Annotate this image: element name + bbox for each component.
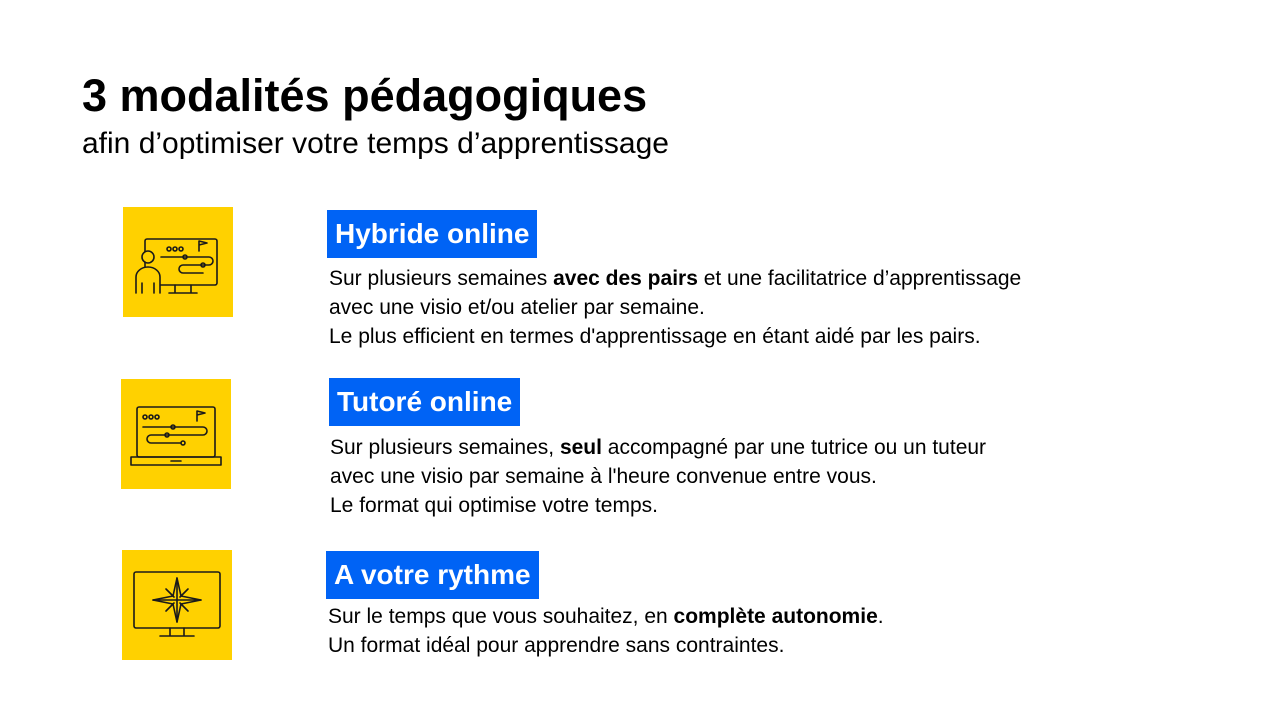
modality-title-rythme: A votre rythme bbox=[326, 551, 539, 599]
laptop-roadmap-icon bbox=[121, 379, 231, 489]
modality-description-rythme: Sur le temps que vous souhaitez, en complète autonomie. Un format idéal pour apprendre sans contraintes. bbox=[328, 605, 884, 657]
page-title: 3 modalités pédagogiques bbox=[82, 70, 648, 121]
presenter-screen-icon bbox=[123, 207, 233, 317]
modality-description-hybride: Sur plusieurs semaines avec des pairs et une facilitatrice d’apprentissage avec une visio et/ou atelier par semaine. Le plus efficient en termes d'apprentissage en étant aidé par les pairs. bbox=[329, 267, 1022, 348]
modality-description-tutore: Sur plusieurs semaines, seul accompagné par une tutrice ou un tuteur avec une visio par semaine à l'heure convenue entre vous. Le format qui optimise votre temps. bbox=[330, 436, 987, 517]
compass-monitor-icon bbox=[122, 550, 232, 660]
page-subtitle: afin d’optimiser votre temps d’apprentissage bbox=[82, 127, 669, 160]
modality-title-tutore: Tutoré online bbox=[329, 378, 520, 426]
modality-title-hybride: Hybride online bbox=[327, 210, 537, 258]
